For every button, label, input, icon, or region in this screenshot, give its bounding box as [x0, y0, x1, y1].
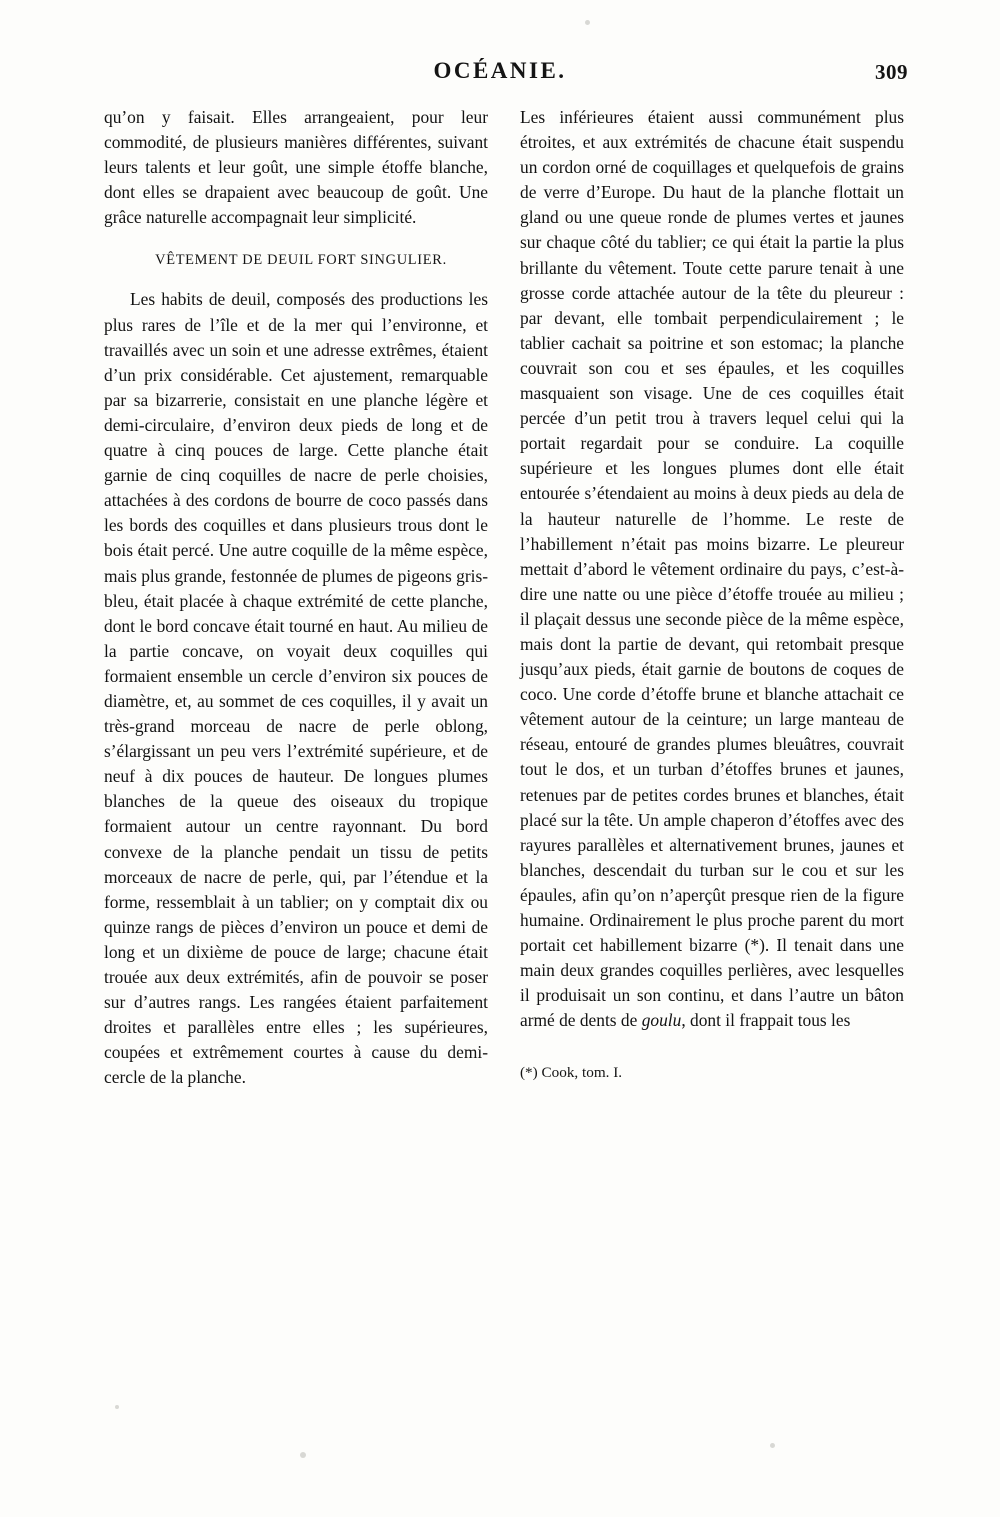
footnote-area [520, 1059, 904, 1083]
paragraph-right-1 [520, 105, 904, 1033]
paper-speck [770, 1443, 775, 1448]
left-column [104, 105, 488, 1090]
italic-term-goulu: goulu [641, 1010, 682, 1031]
page-number: 309 [875, 60, 908, 84]
paper-speck [300, 1452, 306, 1458]
paper-speck [115, 1405, 119, 1409]
two-column-text-body [104, 105, 904, 1090]
page-header [100, 58, 908, 88]
running-head: OCÉANIE. [433, 58, 567, 83]
paragraph-left-2: Les habits de deuil, composés des productions les plus rares de l’île et de la mer qui l’environne, et travaillés avec un soin et une adresse extrêmes, étaient d’un prix considérable. Cet ajustement, remarquable par sa bizarrerie, consistait en une planche légère et demi-circulaire, d’environ deux pieds de long et de quatre à cinq pouces de large. Cette planche était garnie de cinq coquilles de nacre de perle choisies, attachées à des cordons de bourre de coco passés dans les bords des coquilles et dans plusieurs trous dont le bois était percé. Une autre coquille de la même espèce, mais plus grande, festonnée de plumes de pigeons gris-bleu, était placée à chaque extrémité de cette planche, dont le bord concave était tourné en haut. Au milieu de la partie concave, on voyait deux coquilles qui formaient ensemble un cercle d’environ six pouces de diamètre, et, au sommet de ces coquilles, il y avait un très-grand morceau de nacre de perle oblong, s’élargissant un peu vers l’extrémité supérieure, et de neuf à dix pouces de hauteur. De longues plumes blanches de la queue des oiseaux du tropique formaient autour un centre rayonnant. Du bord convexe de la planche pendait un tissu de petits morceaux de nacre de perle, qui, par l’étendue et la forme, ressemblait à un tablier; on y comptait dix ou quinze rangs de pièces d’environ un pouce et demi de long et un dixième de pouce de large; chacune était trouée aux deux extrémités, afin de pouvoir se poser sur d’autres rangs. Les rangées étaient parfaitement droites et parallèles entre elles ; les supérieures, coupées et extrêmement courtes à cause du demi-cercle de la planche. [104, 289, 488, 1088]
right-column [520, 105, 904, 1090]
paragraph-left-1: qu’on y faisait. Elles arrangeaient, pour leur commodité, de plusieurs manières différentes, suivant leurs talents et leur goût, une simple étoffe blanche, dont elles se drapaient avec beaucoup de goût. Une grâce naturelle accompagnait leur simplicité. [104, 107, 488, 228]
paragraph-right-1-tail: , dont il frappait tous les [681, 1010, 851, 1031]
paragraph-right-1-head: Les inférieures étaient aussi communément plus étroites, et aux extrémités de chacune était suspendu un cordon orné de coquillages et quelquefois de grains de verre d’Europe. Du haut de la planche flottait un gland ou une queue ronde de plumes vertes et jaunes sur chaque côté du tablier; ce qui était la partie la plus brillante du vêtement. Toute cette parure tenait à une grosse corde attachée autour de la tête du pleureur : par devant, elle tombait perpendiculairement ; le tablier cachait sa poitrine et son estomac; la planche couvrait son cou et ses épaules, et les coquilles masquaient son visage. Une de ces coquilles était percée d’un petit trou à travers lequel celui qui la portait regardait pour se conduire. La coquille supérieure et les longues plumes dont elle était entourée s’étendaient au moins à deux pieds au dela de la hauteur naturelle de l’homme. Le reste de l’habillement n’était pas moins bizarre. Le pleureur mettait d’abord le vêtement ordinaire du pays, c’est-à-dire une natte ou une pièce d’étoffe trouée au milieu ; il plaçait dessus une seconde pièce de la même espèce, mais dont la partie de devant, qui retombait presque jusqu’aux pieds, était garnie de boutons de coques de coco. Une corde d’étoffe brune et blanche attachait ce vêtement autour de la ceinture; un large manteau de réseau, entouré de grandes plumes bleuâtres, couvrait tout le dos, et un turban d’étoffes brunes et jaunes, retenues par de petites cordes brunes et blanches, était placé sur la tête. Un ample chaperon d’étoffes avec des rayures parallèles et alternativement brunes, jaunes et blanches, descendait du turban sur le cou et sur les épaules, afin qu’on n’aperçût presque rien de la figure humaine. Ordinairement le plus proche parent du mort portait cet habillement bizarre (*). Il tenait dans une main deux grandes coquilles perlières, avec lesquelles il produisait un son continu, et dans l’autre un bâton armé de dents de [520, 107, 904, 1031]
paper-speck [585, 20, 590, 25]
footnote-cook: (*) Cook, tom. I. [520, 1064, 623, 1082]
section-subheading: VÊTEMENT DE DEUIL FORT SINGULIER. [155, 252, 447, 269]
